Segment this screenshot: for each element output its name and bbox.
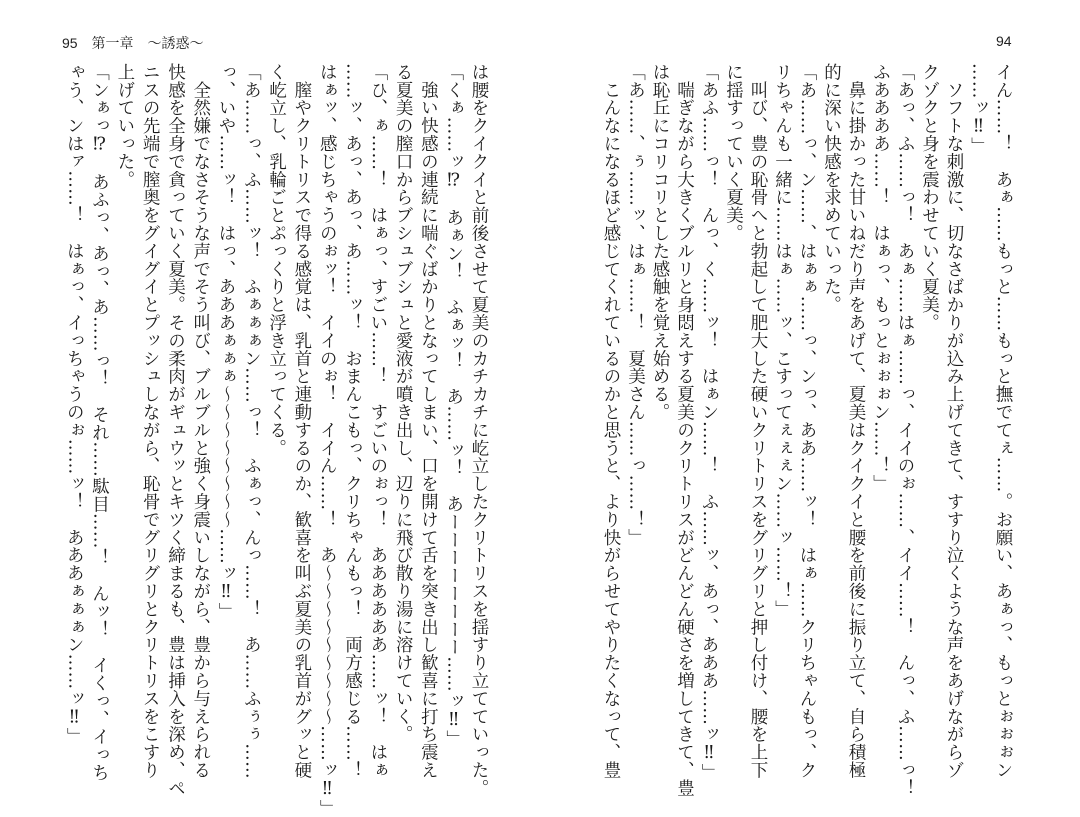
text-line: 「あ……っ、ふ……ッ！ ふぁぁぁン……っ！ ふぁっ、んっ……！ あ……ふぅぅ…… bbox=[241, 63, 262, 779]
text-line: 喘ぎながら大きくブルリと身悶えする夏美のクリトリスがどんどん硬さを増してきて、豊 bbox=[674, 63, 695, 797]
text-line: っ、いや……ッ！ はっ、あああぁぁぁ〜〜〜〜〜〜〜〜……ッ‼」 bbox=[216, 63, 237, 621]
text-line: 強い快感の連続に喘ぐばかりとなってしまい、口を開けて舌を突き出し歓喜に打ち震え bbox=[418, 63, 439, 779]
left-page-header bbox=[62, 33, 203, 53]
text-line: ゃう、ンはァ……！ はぁっ、イっちゃうのぉ……ッ！ あああぁぁぁン……ッ‼」 bbox=[64, 63, 85, 746]
right-page-number: 94 bbox=[996, 33, 1012, 49]
text-line: 「あっ、ふ……っ！ あぁ……はぁ……っ、イイのぉ……、イイ……！ んっ、ふ……っ！ bbox=[895, 63, 915, 797]
text-line: 快感を全身で貪っていく夏美。その柔肉がギュウッとキツく締まるも、豊は挿入を深め、ペ bbox=[165, 63, 186, 797]
text-line: 膣やクリトリスで得る感覚は、乳首と連動するのか、歓喜を叫ぶ夏美の乳首がグッと硬 bbox=[291, 63, 312, 779]
text-line: クゾクと身を震わせていく夏美。 bbox=[919, 63, 940, 332]
text-line: 叫び、豊の恥骨へと勃起して肥大した硬いクリトリスをグリグリと押し付け、腰を上下 bbox=[748, 63, 768, 779]
text-line: 鼻に掛かった甘いねだり声をあげて、夏美はクイクイと腰を前後に振り立て、自ら積極 bbox=[846, 63, 866, 779]
text-line: ソフトな刺激に、切なさばかりが込み上げてきて、すすり泣くような声をあげながらゾ bbox=[944, 63, 964, 779]
text-line: に揺すっていく夏美。 bbox=[723, 63, 744, 242]
text-line: る夏美の膣口からブシュブシュと愛液が噴き出し、辺りに飛び散り湯に溶けていく。 bbox=[393, 63, 414, 744]
left-page-text bbox=[61, 63, 491, 817]
right-page-header bbox=[996, 33, 1012, 49]
text-line: 「ンぁっ⁉ あふっ、あっ、あ……っ！ それ……駄目……！ んッ！ イくっ、イっち bbox=[89, 63, 110, 782]
text-line: 「あ……っ、ン……、はぁぁ……っ、ンっ、ああ……ッ！ はぁ……クリちゃんもっ、ク bbox=[797, 63, 817, 779]
text-line: はぁッ、感じちゃうのぉッ！ イイのぉ！ イイん……！ あ〜〜〜〜〜〜〜〜〜……ッ‼」 bbox=[317, 63, 338, 817]
text-line: ……ッ‼」 bbox=[968, 63, 989, 155]
text-line: は恥丘にコリコリとした感触を覚え始める。 bbox=[650, 63, 670, 421]
text-line: 「あ……、ぅ……ッ、はぁ……！ 夏美さん……っ……！」 bbox=[625, 63, 646, 547]
text-line: こんなになるほど感じてくれているのかと思うと、より快がらせてやりたくなって、豊 bbox=[601, 63, 621, 779]
text-line: 「ひ、ぁ……！ はぁっ、すごい……！ すごいのぉっ！ ああああああ……ッ！ はぁ bbox=[367, 63, 388, 779]
text-line: ふああああ……！ はぁっ、もっとぉぉぉン……！」 bbox=[870, 63, 891, 493]
text-line: 「あふ……っ！ んっ、く……ッ！ はぁン……！ ふ……ッ、あっ、あああ……ッ‼」 bbox=[699, 63, 719, 782]
left-page-number: 95 bbox=[62, 35, 78, 51]
text-line: 上げていった。 bbox=[114, 63, 135, 189]
right-page-text bbox=[599, 63, 1016, 797]
text-line: イん……！ あぁ……もっと……もっと撫でてぇ……。お願い、あぁっ、もっとぉぉぉン bbox=[993, 63, 1013, 779]
text-line: 的に深い快感を求めていった。 bbox=[821, 63, 842, 314]
text-line: ニスの先端で膣奥をグイグイとプッシュしながら、恥骨でグリグリとクリトリスをこすり bbox=[140, 63, 161, 779]
text-line: く屹立し、乳輪ごとぷっくりと浮き立ってくる。 bbox=[266, 63, 287, 457]
chapter-title: 第一章 ～誘惑～ bbox=[91, 35, 204, 51]
text-line: リちゃんも一緒に……はぁ……ッ、こすってぇぇぇン……ッ……！」 bbox=[772, 63, 793, 618]
text-line: 全然嫌でなさそうな声でそう叫び、ブルブルと強く身震いしながら、豊から与えられる bbox=[190, 63, 211, 779]
text-line: は腰をクイクイと前後させて夏美のカチカチに屹立したクリトリスを揺すり立てていった。 bbox=[469, 63, 489, 797]
text-line: ……ッ、あっ、あっ、あ……ッ！ おまんこもっ、クリちゃんもっ！ 両方感じる……！ bbox=[342, 63, 363, 779]
text-line: 「くぁ……ッ⁉ あぁン！ ふぁッ！ あ……ッ！ あーーーーーーーー……ッ‼」 bbox=[443, 63, 464, 749]
